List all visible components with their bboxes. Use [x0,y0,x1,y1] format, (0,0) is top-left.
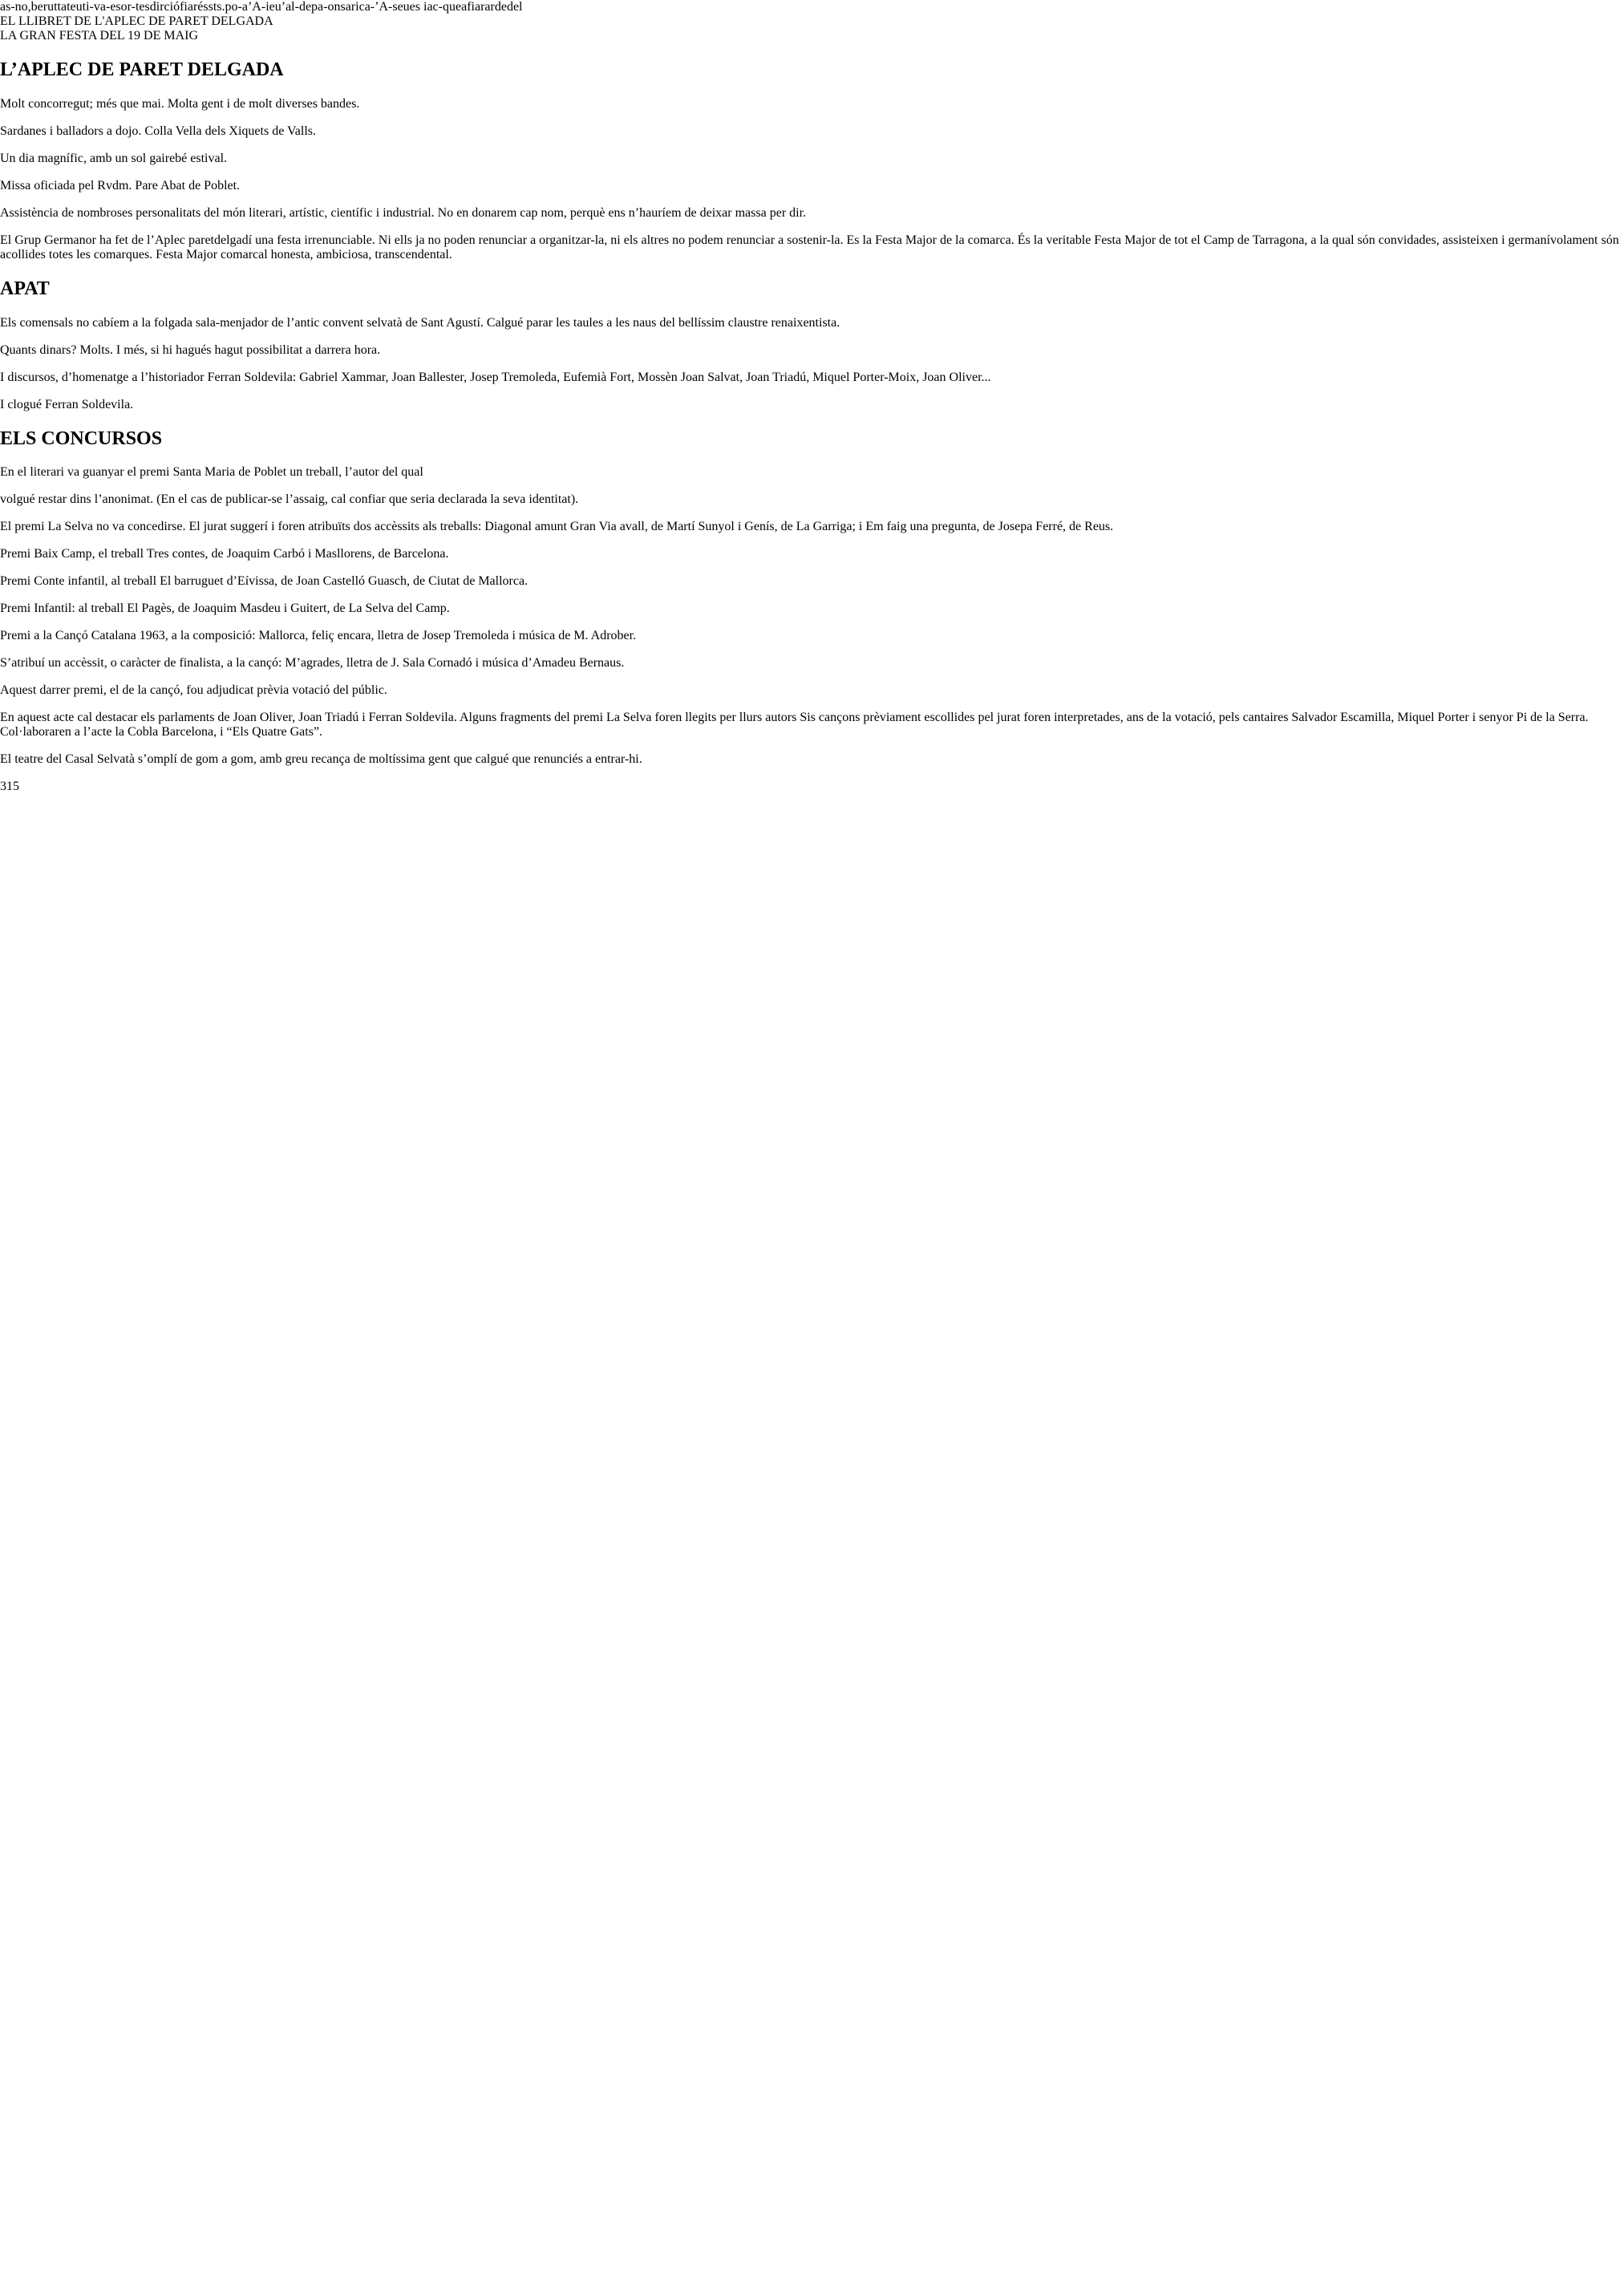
text: lletra de Josep Tremoleda i música de M. Adrober. [374,629,637,643]
paragraph [0,752,1624,767]
text: Sardanes i balladors a dojo. Colla Vella dels Xiquets de Valls. [0,124,317,138]
bold-text: El Pagès, [127,602,175,616]
text: de Joan Castelló Guasch, de Ciutat de Mallorca. [277,574,529,589]
bold-text: Conte infantil, [34,574,108,589]
text: Un dia magnífic, amb un sol gairebé estival. [0,151,228,165]
text: Premi a la [0,629,55,643]
bold-text: Santa Maria de Poblet [172,465,287,480]
text: a la composició: [168,629,259,643]
edge-text-fragment: ció [164,0,180,14]
right-column [0,492,1624,767]
paragraph [0,206,1624,221]
text: lletra de J. Sala Cornadó i música d’Amadeu Bernaus. [342,656,625,671]
page-number: 315 [0,780,19,794]
bold-text: literari va [30,465,80,480]
edge-text-fragment: de [494,0,507,14]
edge-text-fragment: or- [120,0,136,14]
text: El teatre del Casal Selvatà s’omplí de gom a gom, amb greu recança de moltíssima gent que calgué que renunciés a entrar-hi. [0,752,642,767]
text: Aquest darrer premi, el de la cançó, fou adjudicat prèvia votació del públic. [0,683,387,698]
text: al treball [107,574,160,589]
text: guanyar el premi [79,465,173,480]
article-title-line1: LA GRAN FESTA [0,29,97,43]
edge-text-fragment: ari [345,0,359,14]
text: Els comensals no cabíem a la folgada sala-menjador de l’antic convent selvatà de Sant Agustí. Calgué parar les taules a les naus del bellíssim claustre renaixentista. [0,315,840,330]
edge-text-fragment: tes [135,0,150,14]
bold-text: La Selva [47,520,93,534]
text: En el [0,465,30,480]
paragraph [0,492,1624,507]
text: S’atribuí un accèssit, o caràcter de finalista, a la cançó: [0,656,286,671]
bold-text: El barruguet d’Eívissa, [160,574,278,589]
section-heading: ELS CONCURSOS [0,427,163,449]
edge-text-fragment: ber [30,0,48,14]
paragraph [0,316,1624,330]
paragraph [0,683,1624,698]
text: Premi [0,574,34,589]
edge-text-fragment: ’al- [281,0,299,14]
paragraph [0,179,1624,193]
bleed-through-ghost-text [0,14,1624,29]
edge-text-fragment: tat [57,0,71,14]
paragraph [0,574,1624,589]
bold-text: Diagonal amunt Gran Via avall, [484,520,648,534]
text: al treball [75,602,128,616]
edge-text-fragment: po- [225,0,242,14]
edge-text-fragment: eu [70,0,83,14]
bold-text: Tres contes, [146,547,209,561]
text: Missa oficiada pel Rvdm. Pare Abat de Poblet. [0,178,241,192]
ghost-line: PARET DELGADA [168,14,273,28]
paragraph [0,398,1624,412]
facing-page-strip [0,0,1624,14]
edge-text-fragment: ti- [82,0,94,14]
paragraph [0,152,1624,166]
edge-text-fragment: afia [461,0,481,14]
edge-text-fragment: ons [327,0,346,14]
article-title-line2: DEL 19 DE MAIG [99,29,199,43]
edge-text-fragment: sts. [208,0,225,14]
text: de Josepa Ferré, de Reus. [979,520,1114,534]
edge-text-fragment: as- [0,0,15,14]
article-title [0,29,1624,43]
edge-text-fragment: ’A- [375,0,393,14]
text: foren llegits per llurs autors Sis cançons prèviament escollides pel jurat foren interpretades, ans de la votació, pels cantaires Salvador Escamilla, Miquel Porter i senyor Pi de la Serra. Col·laboraren a l’acte la Cobla Barcelona, i “Els Quatre Gats”. [0,711,1589,739]
paragraph [0,97,1624,111]
paragraph [0,547,1624,561]
text: El premi [0,520,48,534]
edge-text-fragment: pa- [311,0,328,14]
text: volgué restar dins l’anonimat. (En el cas de publicar-se l’assaig, cal confiar que seria declarada la seva identitat). [0,492,579,507]
edge-text-fragment: ieu [265,0,281,14]
paragraph [0,602,1624,616]
text: El Grup Germanor ha fet de l’Aplec paretdelgadí una festa irrenunciable. Ni ells ja no poden renunciar a organitzar-la, ni els altres no podem renunciar a sostenir-la. Es la Festa Major de la comarca. És la veritable Festa Major de tot el Camp de Tarragona, a la qual són convidades, assisteixen i germanívolament són acollides totes les comarques. Festa Major comarcal honesta, ambiciosa, transcendental. [0,233,1619,261]
text: de Joaquim Masdeu i Guitert, de La Selva del Camp. [174,602,450,616]
ghost-line: L'APLEC DE [94,14,166,28]
edge-text-fragment: es [110,0,121,14]
text: de Martí Sunyol i Genís, de La Garriga; i [647,520,866,534]
edge-text-fragment: que [442,0,462,14]
paragraph [0,124,1624,139]
edge-text-fragment: de [298,0,312,14]
bold-text: Premi Infantil: [0,602,75,616]
bold-text: Cançó Catalana 1963, [55,629,168,643]
text: En aquest acte cal destacar els parlaments de Joan Oliver, Joan Triadú i Ferran Soldevila. Alguns fragments del premi [0,711,607,725]
edge-text-fragment: no, [14,0,31,14]
text: no va concedirse. El jurat suggerí i foren atribuïts dos accèssits als treballs: [92,520,485,534]
edge-text-fragment: es i [409,0,427,14]
text: un treball, l’autor del qual [286,465,423,480]
text: de Joaquim Carbó i Masllorens, de Barcelona. [208,547,449,561]
edge-text-fragment: seu [392,0,410,14]
text: Molt concorregut; més que mai. Molta gent i de molt diverses bandes. [0,96,360,111]
edge-text-fragment: va- [93,0,111,14]
edge-text-fragment: ’A- [247,0,266,14]
bold-text: Em faig una pregunta, [865,520,980,534]
paragraph [0,520,1624,534]
paragraph [0,656,1624,671]
paragraph [0,343,1624,358]
edge-text-fragment: ut [47,0,58,14]
text: Quants dinars? Molts. I més, si hi hagués hagut possibilitat a darrera hora. [0,342,381,357]
edge-text-fragment: del [506,0,523,14]
text: Assistència de nombroses personalitats del món literari, artístic, científic i industrial. No en donarem cap nom, perquè ens n’hauríem de deixar massa per dir. [0,205,807,220]
text: el treball [95,547,147,561]
paragraph [0,465,1624,480]
section-heading: L’APLEC DE PARET DELGADA [0,59,284,80]
edge-text-fragment: dir [149,0,164,14]
bold-text: La Selva [606,711,652,725]
text: I clogué Ferran Soldevila. [0,397,134,411]
section-heading: APAT [0,278,50,299]
edge-text-fragment: rar [480,0,495,14]
paragraph [0,371,1624,385]
edge-text-fragment: rés [192,0,209,14]
paragraph [0,233,1624,262]
edge-text-fragment: ac- [427,0,443,14]
ghost-line: EL LLIBRET DE [0,14,91,28]
page [0,14,1624,794]
paragraph [0,629,1624,643]
left-column [0,59,1624,480]
text: I discursos, d’homenatge a l’historiador Ferran Soldevila: Gabriel Xammar, Joan Ballester, Josep Tremoleda, Eufemià Fort, Mossèn Joan Salvat, Joan Triadú, Miquel Porter-Moix, Joan Oliver... [0,370,991,384]
text: Premi [0,547,34,561]
bold-text: Mallorca, feliç encara, [258,629,375,643]
paragraph [0,711,1624,739]
edge-text-fragment: a [241,0,248,14]
bold-text: M’agrades, [285,656,343,671]
edge-text-fragments [0,0,1624,14]
edge-text-fragment: fia [180,0,193,14]
bold-text: Baix Camp, [34,547,95,561]
edge-text-fragment: ca- [358,0,375,14]
